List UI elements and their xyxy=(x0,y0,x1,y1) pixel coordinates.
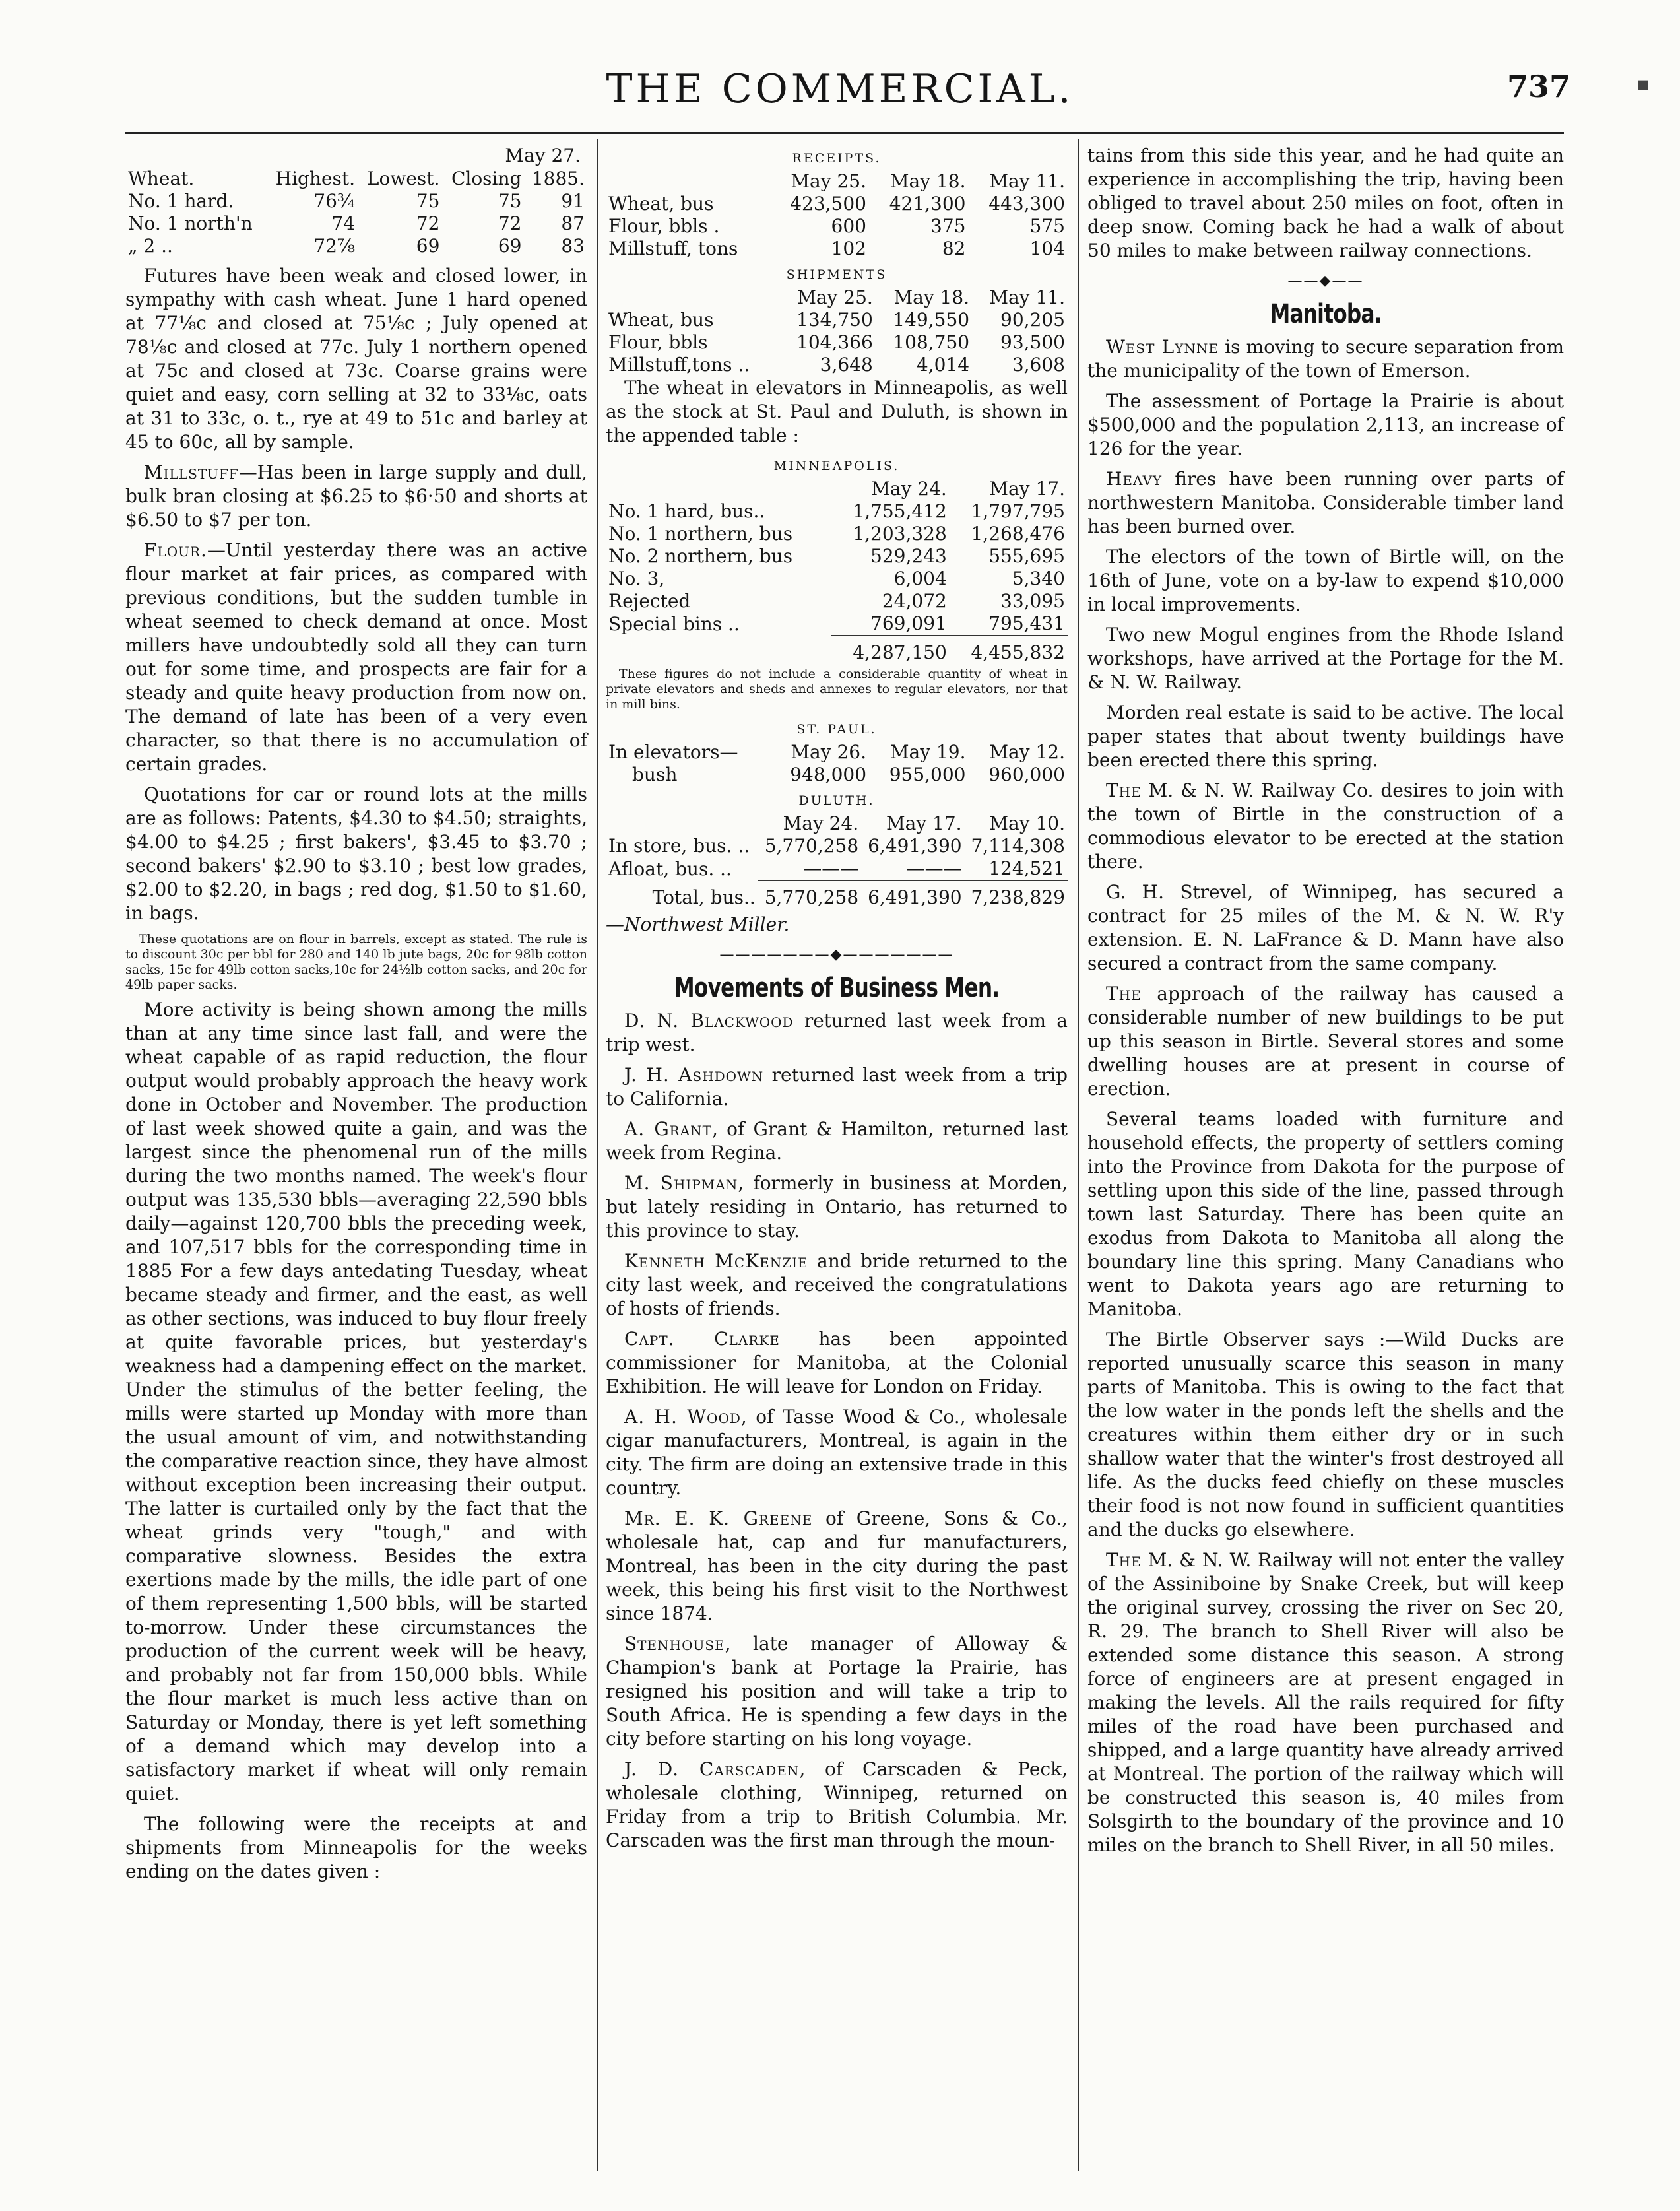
table-header: May 25. xyxy=(797,286,873,308)
table-cell: 102 xyxy=(831,238,866,259)
section-heading: Movements of Business Men. xyxy=(674,973,1000,1003)
table-cell: 5,770,258 xyxy=(758,880,861,909)
paragraph-lead: Millstuff xyxy=(144,461,239,483)
news-item-lead: J. D. Carscaden xyxy=(624,1758,800,1780)
table-cell: 33,095 xyxy=(1000,590,1065,612)
table-cell: No. 1 northern, bus xyxy=(608,523,793,544)
table-header xyxy=(606,478,831,500)
table-row xyxy=(606,612,1068,636)
table-cell: No. 1 hard. xyxy=(128,190,234,212)
table-row xyxy=(606,193,1068,215)
table-cell: 4,287,150 xyxy=(831,636,950,664)
paragraph: More activity is being shown among the mills than at any time since last fall, and were the wheat capable of as rapid reduction, the flour output would probably approach the heavy work done in October and November. The production of last week showed quite a gain, and was the largest since the phenomenal run of the mills during the two months named. The week's flour output was 135,530 bbls—averaging 22,590 bbls daily—against 120,700 bbls the preceding week, and 107,517 bbls for the corresponding time in 1885 For a few days antedating Tuesday, wheat became steady and firmer, and the east, as well as other sections, was induced to buy flour freely at quite favorable prices, but yesterday's weakness had a dampening effect on the market. Under the stimulus of the better feeling, the mills were started up Monday with more than the usual amount of vim, and notwithstanding the comparative reaction since, they have almost without exception been increasing their output. The latter is curtailed only by the fact that the wheat grinds very "tough," and with comparative slowness. Besides the extra exertions made by the mills, the idle part of one of them representing 1,500 bbls, will be started to-morrow. Under these circumstances the production of the current week will be heavy, and probably not far from 150,000 bbls. While the flour market is much less active than on Saturday or Monday, there is yet left something of a demand which may develop into a satisfactory market if wheat will only remain quiet. xyxy=(125,999,587,1804)
column-3 xyxy=(1087,144,1564,1864)
column-2 xyxy=(606,144,1068,1859)
table-header xyxy=(606,286,779,309)
table-header-row xyxy=(606,812,1068,835)
paragraph-text: —Until yesterday there was an active flour market at fair prices, as compared with previous conditions, but the sudden tumble in wheat seemed to check demand at once. Most millers have undoubtedly sold all they can turn out for some time, and prospects are fair for a steady and quite heavy production from now on. The demand of late has been of a very even character, so that there is no accumulation of certain grades. xyxy=(125,539,587,775)
table-cell: No. 2 northern, bus xyxy=(608,545,793,567)
table-cell: 7,114,308 xyxy=(971,835,1065,857)
paragraph: The following were the receipts at and shipments from Minneapolis for the weeks ending on the dates given : xyxy=(125,1813,587,1882)
news-item-lead: Mr. E. K. Greene xyxy=(624,1507,813,1529)
table-cell: 72 xyxy=(498,213,522,234)
footnote: These quotations are on flour in barrels, except as stated. The rule is to discount 30c per bbl for 280 and 140 lb jute bags, 20c for 98lb cotton sacks, 15c for 49lb cotton sacks,10c for 24½lb cotton sacks, and 20c for 49lb paper sacks. xyxy=(125,932,587,992)
news-item xyxy=(606,1117,1068,1165)
column-divider xyxy=(1078,139,1079,2171)
news-item xyxy=(1087,1107,1564,1321)
paragraph xyxy=(125,461,587,532)
page-number: 737 xyxy=(1506,69,1570,104)
table-row xyxy=(606,309,1068,331)
news-item-text: Several teams loaded with furniture and household effects, the property of settlers coming into the Province from Dakota for the purpose of settling upon this side of the line, passed through town last Saturday. There has been quite an exodus from Dakota to Manitoba all along the boundary line this spring. Many Canadians who went to Dakota years ago are returning to Manitoba. xyxy=(1087,1108,1564,1320)
news-item xyxy=(1087,623,1564,694)
column-divider xyxy=(597,139,598,2171)
table-cell: ——— xyxy=(803,857,859,879)
table-header: Closing xyxy=(451,168,522,189)
news-item-lead: Capt. Clarke xyxy=(624,1328,780,1350)
paragraph-text: —Has been in large supply and dull, bulk bran closing at $6.25 to $6·50 and shorts at $6.50 to $7 per ton. xyxy=(125,461,587,531)
table-cell: 104 xyxy=(1029,238,1065,259)
news-item-lead: The xyxy=(1106,983,1142,1005)
table-row xyxy=(606,545,1068,568)
news-item-lead: The xyxy=(1106,1549,1142,1571)
table-row xyxy=(125,213,587,235)
table-cell: 87 xyxy=(561,213,585,234)
paragraph: Quotations for car or round lots at the mills are as follows: Patents, $4.30 to $4.50; straights, $4.00 to $4.25 ; first bakers', $3.45 to $3.70 ; second bakers' $2.90 to $3.10 ; best low grades, $2.00 to $2.20, in bags ; red dog, $1.50 to $1.60, in bags. xyxy=(125,783,587,924)
table-cell: 6,004 xyxy=(893,568,947,589)
footnote: These figures do not include a considerable quantity of wheat in private elevators and sheds and annexes to regular elevators, nor that in mill bins. xyxy=(606,667,1068,711)
table-header: May 17. xyxy=(989,478,1065,500)
news-item xyxy=(606,1009,1068,1057)
table-row xyxy=(606,354,1068,376)
table-row xyxy=(606,764,1068,786)
news-item xyxy=(1087,982,1564,1101)
table-header xyxy=(606,812,758,835)
table-cell: 795,431 xyxy=(988,612,1065,634)
news-item xyxy=(1087,545,1564,616)
table-cell: Wheat, bus xyxy=(608,309,714,331)
news-item-text: returned last week from a trip to California. xyxy=(606,1064,1068,1109)
section-divider-ornament: ——◆—— xyxy=(1287,273,1364,289)
news-item-text: , of Grant & Hamilton, returned last week from Regina. xyxy=(606,1118,1068,1164)
news-item-text: , formerly in business at Morden, but lately residing in Ontario, has returned to this province to stay. xyxy=(606,1172,1068,1241)
table-header: 1885. xyxy=(531,168,585,189)
table-cell: 529,243 xyxy=(870,545,947,567)
table-cell: No. 1 hard, bus.. xyxy=(608,500,765,522)
news-item-text: fires have been running over parts of northwestern Manitoba. Considerable timber land has been burned over. xyxy=(1087,468,1564,537)
table-cell: 69 xyxy=(416,235,440,257)
table-row xyxy=(606,835,1068,857)
section-divider-ornament: ———————◆——————— xyxy=(719,946,954,963)
paragraph: Futures have been weak and closed lower, in sympathy with cash wheat. June 1 hard opened at 77⅛c and closed at 75⅛c ; July opened at 78⅛c and closed at 77c. July 1 northern opened at 75c and closed at 73c. Coarse grains were quiet and easy, corn selling at 32 to 33⅛c, oats at 31 to 33c, o. t., rye at 49 to 51c and barley at 45 to 60c, all by sample. xyxy=(125,265,587,453)
news-item xyxy=(606,1632,1068,1751)
table-header: May 25. xyxy=(791,170,866,192)
table-row xyxy=(606,500,1068,523)
table-cell: 149,550 xyxy=(893,309,970,331)
table-cell: 7,238,829 xyxy=(965,880,1068,909)
news-item-lead: West Lynne xyxy=(1106,336,1219,358)
table-total-row xyxy=(606,636,1068,664)
table-title: SHIPMENTS xyxy=(786,267,888,282)
table-cell: 104,366 xyxy=(796,331,873,353)
news-item-lead: D. N. Blackwood xyxy=(624,1010,794,1032)
table-cell: 5,770,258 xyxy=(764,835,859,857)
news-item-lead: M. Shipman xyxy=(624,1172,738,1194)
news-item-lead: Heavy xyxy=(1106,468,1163,490)
table-cell xyxy=(606,636,831,664)
table-cell: Rejected xyxy=(608,590,691,612)
table-row xyxy=(125,190,587,213)
news-item-text: M. & N. W. Railway will not enter the valley of the Assiniboine by Snake Creek, but will keep the original survey, crossing the river on Sec 20, R. 29. The branch to Shell River will also be extended some distance this season. A strong force of engineers are at present engaged in making the levels. All the rails required for fifty miles of the road have been purchased and shipped, and a large quantity have already arrived at Montreal. The portion of the railway which will be constructed this season is, 40 miles from Solsgirth to the boundary of the province and 10 miles on the branch to Shell River, in all 50 miles. xyxy=(1087,1549,1564,1856)
table-cell: 555,695 xyxy=(988,545,1065,567)
table-total-row xyxy=(606,880,1068,909)
news-item xyxy=(1087,335,1564,383)
news-item xyxy=(1087,467,1564,539)
table-cell: 1,203,328 xyxy=(853,523,947,544)
news-item-text: The electors of the town of Birtle will, on the 16th of June, vote on a by-law to expend $10,000 in local improvements. xyxy=(1087,546,1564,615)
table-cell: 69 xyxy=(498,235,522,257)
page-title: THE COMMERCIAL. xyxy=(606,66,1074,112)
news-item xyxy=(1087,389,1564,461)
news-item-text: M. & N. W. Railway Co. desires to join with the town of Birtle in the construction of a commodious elevator to be erected at the station there. xyxy=(1087,779,1564,873)
table-row xyxy=(125,235,587,257)
paragraph-lead: Flour. xyxy=(144,539,207,561)
table-header: May 24. xyxy=(871,478,947,500)
news-item-text: of Greene, Sons & Co., wholesale hat, cap and fur manufacturers, Montreal, has been in the city during the past week, this being his first visit to the Northwest since 1874. xyxy=(606,1507,1068,1624)
table-cell: 93,500 xyxy=(1000,331,1065,353)
table-cell: 575 xyxy=(1029,215,1065,237)
table-cell: 134,750 xyxy=(796,309,873,331)
table-cell: Afloat, bus. .. xyxy=(608,857,732,880)
news-item xyxy=(606,1063,1068,1111)
table-row xyxy=(606,568,1068,590)
news-item xyxy=(1087,701,1564,772)
table-title: DULUTH. xyxy=(798,793,875,808)
news-item-text: Two new Mogul engines from the Rhode Island workshops, have arrived at the Portage for the M. & N. W. Railway. xyxy=(1087,624,1564,693)
table-cell: No. 3, xyxy=(608,568,665,589)
news-item xyxy=(606,1405,1068,1500)
news-item-lead: A. Grant xyxy=(624,1118,713,1140)
table-cell: 3,648 xyxy=(820,354,873,376)
news-item xyxy=(1087,1548,1564,1857)
table-cell: Wheat, bus xyxy=(608,193,714,214)
table-title: MINNEAPOLIS. xyxy=(773,459,900,473)
table-cell: 1,797,795 xyxy=(971,500,1065,522)
news-item-lead: J. H. Ashdown xyxy=(624,1064,764,1086)
table-cell: 75 xyxy=(498,190,522,212)
quote-date: May 27. xyxy=(505,145,581,166)
news-item-text: G. H. Strevel, of Winnipeg, has secured a contract for 25 miles of the M. & N. W. R'y extension. E. N. LaFrance & D. Mann have also secured a contract from the same company. xyxy=(1087,881,1564,974)
table-cell: In store, bus. .. xyxy=(608,835,750,857)
table-header-row xyxy=(606,170,1068,193)
news-item-text: returned last week from a trip west. xyxy=(606,1010,1068,1055)
news-item-text: approach of the railway has caused a considerable number of new buildings to be put up this season in Birtle. Several stores and some dwelling houses are at present in course of erection. xyxy=(1087,983,1564,1100)
table-header: Highest. xyxy=(275,168,356,189)
table-header: May 12. xyxy=(989,741,1065,763)
table-cell: „ 2 .. xyxy=(128,235,173,257)
table-cell: bush xyxy=(632,764,678,785)
news-item xyxy=(606,1758,1068,1853)
news-item xyxy=(1087,880,1564,975)
duluth-table xyxy=(606,812,1068,909)
table-cell: 74 xyxy=(331,213,356,234)
table-title: RECEIPTS. xyxy=(792,151,882,166)
table-header-row xyxy=(606,741,1068,764)
table-header-row xyxy=(125,168,587,190)
source-credit: —Northwest Miller. xyxy=(606,913,790,935)
news-item xyxy=(606,1172,1068,1243)
news-item xyxy=(606,1327,1068,1399)
paragraph xyxy=(125,539,587,776)
table-cell: 6,491,390 xyxy=(861,880,964,909)
table-header-row xyxy=(606,286,1068,309)
table-row xyxy=(606,523,1068,545)
table-cell: Total, bus.. xyxy=(652,886,756,908)
table-header: Wheat. xyxy=(128,168,195,189)
news-item-text: has been appointed commissioner for Manitoba, at the Colonial Exhibition. He will leave for London on Friday. xyxy=(606,1328,1068,1397)
table-cell: 90,205 xyxy=(1000,309,1065,331)
table-header-row xyxy=(606,478,1068,500)
table-cell: 5,340 xyxy=(1012,568,1065,589)
table-cell: 76¾ xyxy=(313,190,356,212)
table-header: May 10. xyxy=(989,812,1065,834)
header-rule xyxy=(125,132,1564,134)
table-cell: 1,268,476 xyxy=(971,523,1065,544)
table-cell: 421,300 xyxy=(889,193,966,214)
table-row xyxy=(606,331,1068,354)
table-cell: 75 xyxy=(416,190,440,212)
table-row xyxy=(606,590,1068,612)
table-cell: Millstuff, tons xyxy=(608,238,738,259)
table-header: May 26. xyxy=(791,741,867,763)
table-cell: ——— xyxy=(906,857,962,879)
table-cell: 960,000 xyxy=(988,764,1065,785)
paragraph: The wheat in elevators in Minneapolis, as well as the stock at St. Paul and Duluth, is shown in the appended table : xyxy=(606,377,1068,446)
table-cell: 72⅞ xyxy=(313,235,356,257)
table-header xyxy=(606,170,769,193)
table-cell: 1,755,412 xyxy=(853,500,947,522)
table-cell: 4,014 xyxy=(916,354,970,376)
table-cell: 108,750 xyxy=(893,331,970,353)
news-item-lead: A. H. Wood xyxy=(624,1406,741,1428)
table-cell: 124,521 xyxy=(988,857,1065,879)
news-item-text: , of Carscaden & Peck, wholesale clothing, Winnipeg, returned on Friday from a trip to British Columbia. Mr. Carscaden was the first man through the moun- xyxy=(606,1758,1068,1851)
table-cell: 443,300 xyxy=(988,193,1065,214)
paragraph-continuation: tains from this side this year, and he had quite an experience in accomplishing the trip, having been obliged to travel about 250 miles on foot, often in deep snow. Coming back he had a walk of about 50 miles to make between railway connections. xyxy=(1087,145,1564,261)
table-cell: 948,000 xyxy=(790,764,867,785)
table-cell: 600 xyxy=(831,215,866,237)
table-header: In elevators— xyxy=(608,741,738,763)
news-item-text: and bride returned to the city last week, and received the congratulations of hosts of friends. xyxy=(606,1250,1068,1319)
minneapolis-table xyxy=(606,478,1068,664)
table-cell: 91 xyxy=(561,190,585,212)
table-cell: 4,455,832 xyxy=(950,636,1068,664)
table-header: May 18. xyxy=(889,170,966,192)
news-item xyxy=(1087,1328,1564,1542)
wheat-quote-table xyxy=(125,168,587,257)
news-item-lead: Kenneth McKenzie xyxy=(624,1250,808,1272)
news-item-text: The Birtle Observer says :—Wild Ducks are reported unusually scarce this season in many parts of Manitoba. This is owing to the fact that the low water in the ponds left the shells and the creatures within them either dry or in such shallow water that the winter's frost destroyed all life. As the ducks feed chiefly on these muscles their food is not now found in sufficient quantities and the ducks go elsewhere. xyxy=(1087,1329,1564,1540)
table-header: May 24. xyxy=(783,812,859,834)
table-cell: Millstuff,tons .. xyxy=(608,354,750,376)
table-cell: 769,091 xyxy=(870,612,947,634)
table-row xyxy=(606,857,1068,880)
st-paul-table xyxy=(606,741,1068,786)
table-cell: 3,608 xyxy=(1012,354,1065,376)
table-cell: Flour, bbls xyxy=(608,331,708,353)
receipts-table xyxy=(606,170,1068,260)
column-1 xyxy=(125,144,587,1890)
table-cell: 955,000 xyxy=(889,764,966,785)
table-cell: 24,072 xyxy=(882,590,947,612)
table-header: May 17. xyxy=(886,812,962,834)
table-cell: 423,500 xyxy=(790,193,866,214)
section-heading: Manitoba. xyxy=(1270,299,1382,329)
news-item-text: , of Tasse Wood & Co., wholesale cigar manufacturers, Montreal, is again in the city. The firm are doing an extensive trade in this country. xyxy=(606,1406,1068,1499)
news-item xyxy=(606,1507,1068,1626)
table-header: Lowest. xyxy=(366,168,440,189)
table-row xyxy=(606,238,1068,260)
table-header: May 19. xyxy=(889,741,966,763)
table-row xyxy=(606,215,1068,238)
table-cell: 82 xyxy=(942,238,966,259)
news-item-text: Morden real estate is said to be active. The local paper states that about twenty buildings have been erected there this spring. xyxy=(1087,702,1564,771)
table-cell: Flour, bbls . xyxy=(608,215,720,237)
news-item xyxy=(1087,779,1564,874)
table-cell: 6,491,390 xyxy=(868,835,962,857)
news-item-lead: Stenhouse xyxy=(624,1633,725,1655)
table-cell: 83 xyxy=(561,235,585,257)
table-cell: 375 xyxy=(930,215,966,237)
shipments-table xyxy=(606,286,1068,376)
news-item-text: is moving to secure separation from the municipality of the town of Emerson. xyxy=(1087,336,1564,381)
news-item-text: The assessment of Portage la Prairie is about $500,000 and the population 2,113, an increase of 126 for the year. xyxy=(1087,390,1564,459)
table-cell: Special bins .. xyxy=(608,612,740,635)
table-title: ST. PAUL. xyxy=(796,722,877,737)
news-item-lead: The xyxy=(1106,779,1142,801)
table-cell: 72 xyxy=(416,213,440,234)
news-item-text: , late manager of Alloway & Champion's bank at Portage la Prairie, has resigned his position and will take a trip to South Africa. He is spending a few days in the city before starting on his long voyage. xyxy=(606,1633,1068,1750)
margin-mark: ▪ xyxy=(1636,73,1650,96)
table-header: May 11. xyxy=(989,170,1065,192)
table-cell: No. 1 north'n xyxy=(128,213,253,234)
news-item xyxy=(606,1249,1068,1321)
table-header: May 18. xyxy=(893,286,970,308)
table-header: May 11. xyxy=(989,286,1065,308)
